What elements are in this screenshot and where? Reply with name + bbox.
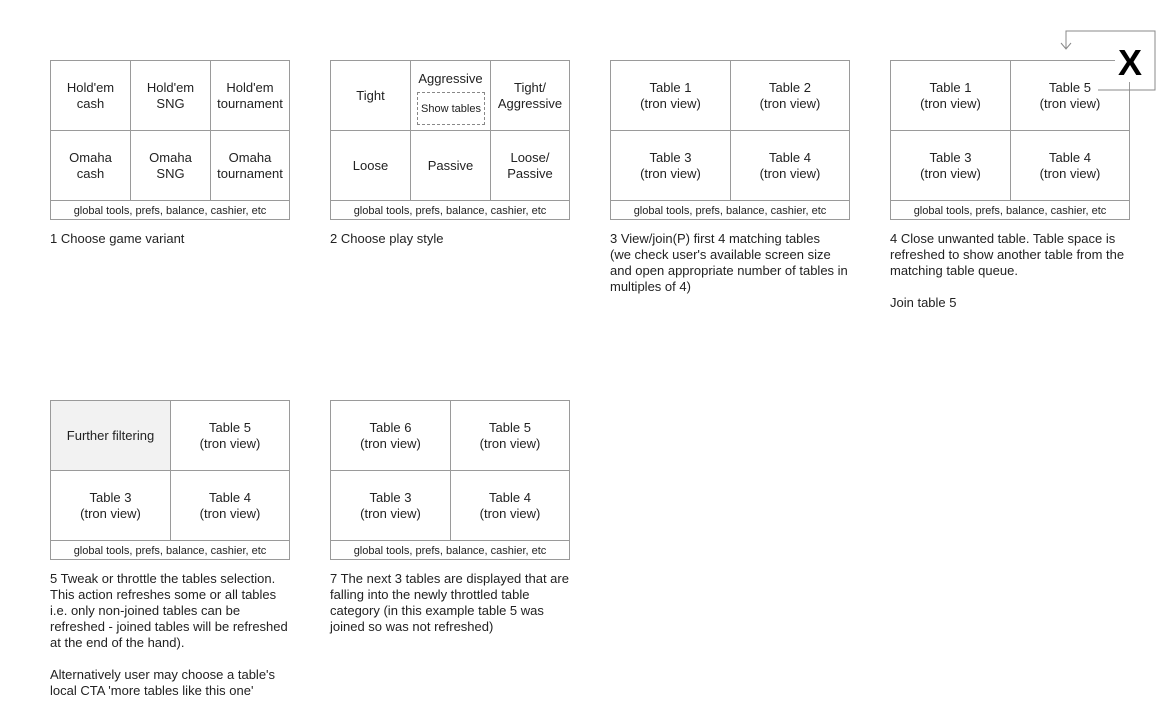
table-3-tile[interactable]: Table 3 (tron view)	[80, 489, 141, 521]
table-4-tile[interactable]: Table 4 (tron view)	[199, 489, 261, 521]
table-5-tile[interactable]: Table 5 (tron view)	[479, 419, 541, 451]
table-2-tile[interactable]: Table 2 (tron view)	[759, 79, 821, 111]
close-arrow-connector	[1058, 28, 1162, 94]
further-filtering-panel[interactable]: Further filtering	[51, 401, 170, 470]
global-tools-bar[interactable]: global tools, prefs, balance, cashier, etc	[73, 204, 267, 217]
close-icon[interactable]: X	[1115, 44, 1145, 82]
holdem-cash-option[interactable]: Hold'em cash	[66, 79, 115, 111]
omaha-sng-option[interactable]: Omaha SNG	[149, 149, 192, 181]
omaha-cash-option[interactable]: Omaha cash	[69, 149, 112, 181]
aggressive-option[interactable]: Aggressive	[418, 71, 483, 86]
tight-option[interactable]: Tight	[356, 87, 385, 103]
table-4-tile[interactable]: Table 4 (tron view)	[1039, 149, 1101, 181]
omaha-tournament-option[interactable]: Omaha tournament	[217, 149, 283, 181]
step7-caption: 7 The next 3 tables are displayed that are falling into the newly throttled table category (in this example table 5 was joined so was not refreshed)	[330, 571, 569, 634]
step4-caption: 4 Close unwanted table. Table space is refreshed to show another table from the matching table queue. Join table 5	[890, 231, 1125, 310]
holdem-tournament-option[interactable]: Hold'em tournament	[217, 79, 283, 111]
table-6-tile[interactable]: Table 6 (tron view)	[360, 419, 421, 451]
table-4-tile[interactable]: Table 4 (tron view)	[479, 489, 541, 521]
step1-caption: 1 Choose game variant	[50, 231, 185, 246]
table-1-tile[interactable]: Table 1 (tron view)	[920, 79, 981, 111]
global-tools-bar[interactable]: global tools, prefs, balance, cashier, etc	[353, 544, 547, 557]
step7-wireframe	[330, 400, 570, 560]
global-tools-bar[interactable]: global tools, prefs, balance, cashier, etc	[73, 544, 267, 557]
step3-caption: 3 View/join(P) first 4 matching tables (we check user's available screen size and open appropriate number of tables in multiples of 4)	[610, 231, 848, 294]
table-4-tile[interactable]: Table 4 (tron view)	[759, 149, 821, 181]
table-5-tile[interactable]: Table 5 (tron view)	[1039, 79, 1101, 111]
step5-caption: 5 Tweak or throttle the tables selection. This action refreshes some or all tables i.e. only non-joined tables can be refreshed - joined tables will be refreshed at the end of the hand). Alternatively user may choose a table's local CTA 'more tables like this one'	[50, 571, 288, 698]
tight-aggressive-option[interactable]: Tight/ Aggressive	[497, 79, 563, 111]
loose-option[interactable]: Loose	[352, 157, 389, 173]
table-3-tile[interactable]: Table 3 (tron view)	[640, 149, 701, 181]
table-3-tile[interactable]: Table 3 (tron view)	[360, 489, 421, 521]
table-3-tile[interactable]: Table 3 (tron view)	[920, 149, 981, 181]
show-tables-button[interactable]: Show tables	[417, 92, 485, 125]
global-tools-bar[interactable]: global tools, prefs, balance, cashier, etc	[913, 204, 1107, 217]
step2-caption: 2 Choose play style	[330, 231, 444, 246]
step1-wireframe	[50, 60, 290, 220]
step5-wireframe	[50, 400, 290, 560]
table-5-tile[interactable]: Table 5 (tron view)	[199, 419, 261, 451]
global-tools-bar[interactable]: global tools, prefs, balance, cashier, etc	[633, 204, 827, 217]
step3-wireframe	[610, 60, 850, 220]
holdem-sng-option[interactable]: Hold'em SNG	[146, 79, 195, 111]
table-1-tile[interactable]: Table 1 (tron view)	[640, 79, 701, 111]
step2-wireframe	[330, 60, 570, 220]
passive-option[interactable]: Passive	[427, 157, 474, 173]
global-tools-bar[interactable]: global tools, prefs, balance, cashier, etc	[353, 204, 547, 217]
loose-passive-option[interactable]: Loose/ Passive	[507, 149, 553, 181]
